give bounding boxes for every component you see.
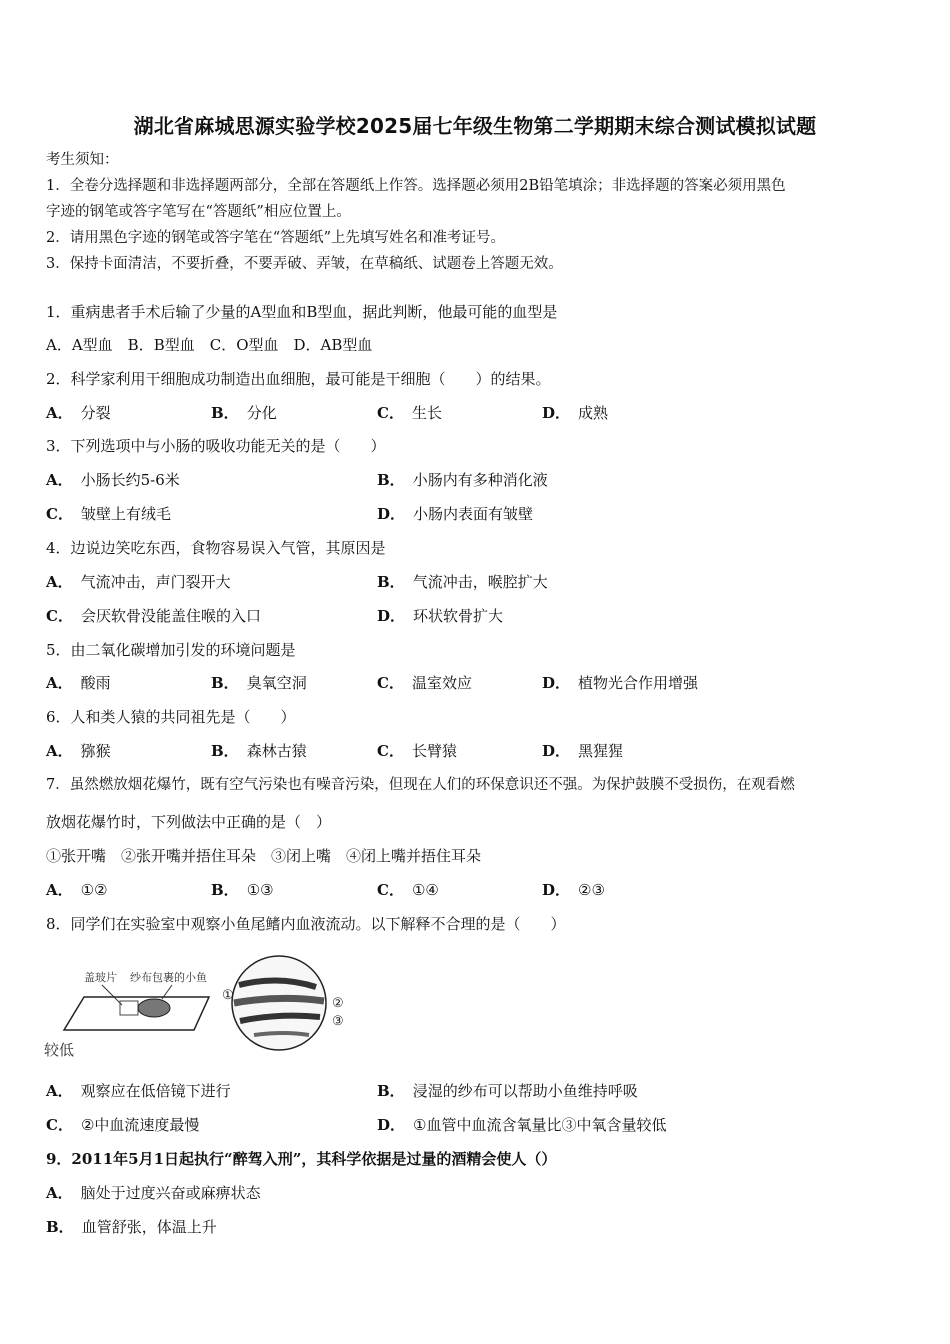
q5-stem: 5．由二氧化碳增加引发的环境问题是 xyxy=(46,641,296,659)
q3-option-d: D． 小肠内表面有皱壁 xyxy=(377,505,534,523)
fig-mark-1: ① xyxy=(222,988,234,1003)
q9-stem: 9．2011年5月1日起执行“醉驾入刑”，其科学依据是过量的酒精会使人（） xyxy=(46,1150,557,1168)
q7-option-c: C． ①④ xyxy=(377,881,439,899)
q7-option-b: B． ①③ xyxy=(211,881,274,899)
fig-mark-2: ② xyxy=(332,996,344,1011)
q3-stem: 3．下列选项中与小肠的吸收功能无关的是（ ） xyxy=(46,437,386,455)
q6-option-d: D． 黑猩猩 xyxy=(542,742,624,760)
cover-slip xyxy=(120,1001,138,1015)
fig-mark-3: ③ xyxy=(332,1014,344,1029)
fish-tail-figure xyxy=(44,955,364,1065)
page-title: 湖北省麻城思源实验学校2025届七年级生物第二学期期末综合测试模拟试题 xyxy=(133,114,817,138)
q8-option-d: D． ①血管中血流含氧量比③中氧含量较低 xyxy=(377,1116,667,1134)
q5-option-d: D． 植物光合作用增强 xyxy=(542,674,699,692)
q8-option-a: A． 观察应在低倍镜下进行 xyxy=(46,1082,231,1100)
fig-label-coverslip: 盖玻片 xyxy=(84,972,117,984)
q2-stem: 2．科学家利用干细胞成功制造出血细胞，最可能是干细胞（ ）的结果。 xyxy=(46,370,551,388)
q4-option-a: A． 气流冲击，声门裂开大 xyxy=(46,573,231,591)
q3-option-b: B． 小肠内有多种消化液 xyxy=(377,471,548,489)
q7-option-a: A． ①② xyxy=(46,881,108,899)
q6-stem: 6．人和类人猿的共同祖先是（ ） xyxy=(46,708,296,726)
q5-option-c: C． 温室效应 xyxy=(377,674,472,692)
q8-option-c: C． ②中血流速度最慢 xyxy=(46,1116,200,1134)
q9-option-a: A． 脑处于过度兴奋或麻痹状态 xyxy=(46,1184,261,1202)
q4-option-b: B． 气流冲击，喉腔扩大 xyxy=(377,573,548,591)
q3-option-a: A． 小肠长约5-6米 xyxy=(46,471,180,489)
fig-label-fish: 纱布包裹的小鱼 xyxy=(130,972,207,984)
fig-pointer-1 xyxy=(102,985,122,1005)
q2-option-a: A． 分裂 xyxy=(46,404,111,422)
q5-option-a: A． 酸雨 xyxy=(46,674,111,692)
q4-stem: 4．边说边笑吃东西，食物容易误入气管，其原因是 xyxy=(46,539,386,557)
q1-stem: 1．重病患者手术后输了少量的A型血和B型血，据此判断，他最可能的血型是 xyxy=(46,303,558,321)
q7-stem-a: 7．虽然燃放烟花爆竹，既有空气污染也有噪音污染，但现在人们的环保意识还不强。为保护鼓膜不受损伤，在观看燃 xyxy=(46,777,795,793)
q6-option-c: C． 长臂猿 xyxy=(377,742,457,760)
q9-option-b: B． 血管舒张，体温上升 xyxy=(46,1218,217,1236)
notice-item-3: 3．保持卡面清洁，不要折叠，不要弄破、弄皱，在草稿纸、试题卷上答题无效。 xyxy=(46,256,563,272)
q6-option-b: B． 森林古猿 xyxy=(211,742,307,760)
q8-option-b: B． 浸湿的纱布可以帮助小鱼维持呼吸 xyxy=(377,1082,638,1100)
notice-item-1b: 字迹的钢笔或答字笔写在“答题纸”相应位置上。 xyxy=(46,204,351,220)
q7-choices: ①张开嘴 ②张开嘴并捂住耳朵 ③闭上嘴 ④闭上嘴并捂住耳朵 xyxy=(46,847,482,865)
q2-option-b: B． 分化 xyxy=(211,404,277,422)
notice-item-1a: 1．全卷分选择题和非选择题两部分，全部在答题纸上作答。选择题必须用2B铅笔填涂；非选择题的答案必须用黑色 xyxy=(46,178,786,194)
q1-options: A．A型血 B．B型血 C．O型血 D．AB型血 xyxy=(46,336,373,354)
notice-item-2: 2．请用黑色字迹的钢笔或答字笔在“答题纸”上先填写姓名和准考证号。 xyxy=(46,230,506,246)
q6-option-a: A． 猕猴 xyxy=(46,742,111,760)
q7-option-d: D． ②③ xyxy=(542,881,605,899)
wrapped-fish xyxy=(138,999,170,1017)
vessel-4 xyxy=(254,1033,309,1035)
glass-slide xyxy=(64,997,209,1030)
q2-option-d: D． 成熟 xyxy=(542,404,609,422)
q8-stem: 8．同学们在实验室中观察小鱼尾鳍内血液流动。以下解释不合理的是（ ） xyxy=(46,915,566,933)
q2-option-c: C． 生长 xyxy=(377,404,442,422)
fig-caption: 较低 xyxy=(44,1041,75,1059)
q7-stem-b: 放烟花爆竹时，下列做法中正确的是（ ） xyxy=(46,813,332,831)
q3-option-c: C． 皱壁上有绒毛 xyxy=(46,505,171,523)
q5-option-b: B． 臭氧空洞 xyxy=(211,674,307,692)
q4-option-d: D． 环状软骨扩大 xyxy=(377,607,504,625)
q4-option-c: C． 会厌软骨没能盖住喉的入口 xyxy=(46,607,261,625)
notice-heading: 考生须知： xyxy=(46,152,119,168)
